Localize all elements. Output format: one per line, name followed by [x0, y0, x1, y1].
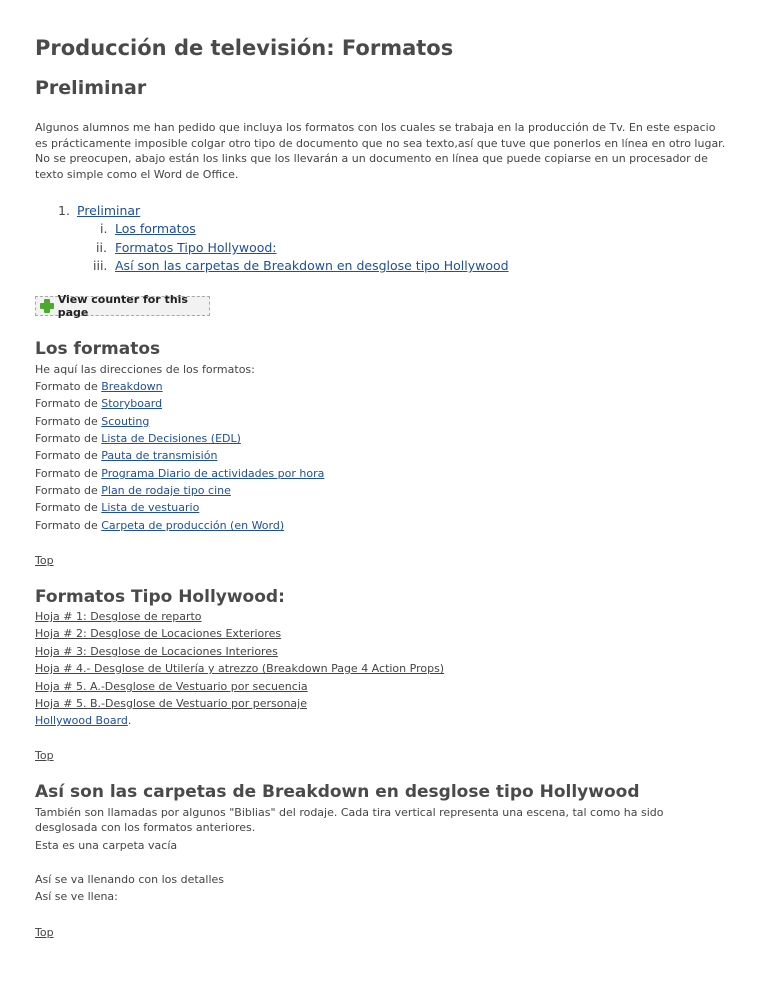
carpetas-text: Esta es una carpeta vacía	[35, 839, 178, 852]
hollywood-link[interactable]: Hoja # 4.- Desglose de Utilería y atrezzo (Breakdown Page 4 Action Props)	[35, 662, 445, 675]
list-item	[35, 415, 149, 428]
section-heading-hollywood: Formatos Tipo Hollywood:	[35, 587, 285, 607]
preliminar-heading: Preliminar	[35, 77, 147, 99]
toc-number: iii.	[93, 258, 108, 273]
intro-line: es prácticamente imposible colgar otro tipo de documento que no sea texto,así que tuve que ponerlos en línea en otro lugar.	[35, 136, 726, 150]
formato-link[interactable]: Breakdown	[101, 380, 163, 393]
formato-link[interactable]: Lista de Decisiones (EDL)	[101, 432, 241, 445]
formato-prefix: Formato de	[35, 519, 98, 532]
list-item	[35, 519, 284, 532]
hollywood-link[interactable]: Hoja # 5. A.-Desglose de Vestuario por secuencia	[35, 680, 308, 693]
list-item	[35, 432, 241, 445]
list-item	[35, 714, 131, 727]
list-item	[35, 501, 199, 514]
top-link[interactable]: Top	[35, 749, 54, 762]
top-link[interactable]: Top	[35, 554, 54, 567]
toc-number: 1.	[58, 203, 70, 218]
carpetas-text: También son llamadas por algunos "Biblias" del rodaje. Cada tira vertical representa una escena, tal como ha sido	[35, 806, 664, 819]
formato-link[interactable]: Programa Diario de actividades por hora	[101, 467, 325, 480]
carpetas-text: desglosada con los formatos anteriores.	[35, 821, 256, 834]
formatos-intro: He aquí las direcciones de los formatos:	[35, 363, 255, 376]
view-counter-button[interactable]	[35, 293, 210, 319]
formato-link[interactable]: Lista de vestuario	[101, 501, 200, 514]
formato-prefix: Formato de	[35, 449, 98, 462]
formato-prefix: Formato de	[35, 484, 98, 497]
toc-link-los-formatos[interactable]: Los formatos	[115, 221, 196, 236]
intro-line: No se preocupen, abajo están los links que los llevarán a un documento en línea que puede copiarse en un procesador de	[35, 152, 708, 165]
hollywood-link[interactable]: Hoja # 1: Desglose de reparto	[35, 610, 202, 623]
formato-prefix: Formato de	[35, 501, 98, 514]
intro-line: Algunos alumnos me han pedido que incluya los formatos con los cuales se trabaja en la producción de Tv. En este espacio	[35, 121, 716, 134]
carpetas-text: Así se va llenando con los detalles	[35, 873, 224, 886]
formato-link[interactable]: Pauta de transmisión	[101, 449, 218, 462]
intro-line: texto simple como el Word de Office.	[35, 167, 239, 181]
list-item	[35, 449, 217, 462]
formato-prefix: Formato de	[35, 432, 98, 445]
top-link[interactable]: Top	[35, 926, 54, 939]
intro-paragraph	[35, 120, 735, 182]
formato-prefix: Formato de	[35, 415, 98, 428]
formato-link[interactable]: Storyboard	[101, 397, 163, 410]
formato-prefix: Formato de	[35, 467, 98, 480]
formato-link[interactable]: Plan de rodaje tipo cine	[101, 484, 231, 497]
list-item	[35, 380, 163, 393]
hollywood-link[interactable]: Hoja # 3: Desglose de Locaciones Interiores	[35, 645, 278, 658]
hollywood-link[interactable]: Hoja # 5. B.-Desglose de Vestuario por personaje	[35, 697, 307, 710]
view-counter-label: View counter for this page	[57, 293, 188, 319]
list-item	[35, 467, 324, 480]
toc-link-preliminar[interactable]: Preliminar	[77, 203, 141, 218]
list-item	[35, 397, 162, 410]
board-suffix: .	[127, 714, 132, 727]
toc-link-hollywood[interactable]: Formatos Tipo Hollywood:	[115, 240, 277, 255]
list-item	[35, 484, 231, 497]
hollywood-board-link[interactable]: Hollywood Board	[35, 714, 128, 727]
section-heading-carpetas: Así son las carpetas de Breakdown en desglose tipo Hollywood	[35, 782, 640, 802]
formato-prefix: Formato de	[35, 397, 98, 410]
toc-link-carpetas[interactable]: Así son las carpetas de Breakdown en desglose tipo Hollywood	[115, 258, 509, 273]
plus-icon	[39, 298, 54, 314]
formato-prefix: Formato de	[35, 380, 98, 393]
formato-link[interactable]: Carpeta de producción (en Word)	[101, 519, 285, 532]
hollywood-link[interactable]: Hoja # 2: Desglose de Locaciones Exteriores	[35, 627, 282, 640]
toc-number: i.	[100, 221, 108, 236]
section-heading-formatos: Los formatos	[35, 339, 161, 359]
toc-number: ii.	[96, 240, 107, 255]
page-title: Producción de televisión: Formatos	[35, 36, 454, 60]
carpetas-text: Así se ve llena:	[35, 890, 118, 903]
formato-link[interactable]: Scouting	[101, 415, 150, 428]
